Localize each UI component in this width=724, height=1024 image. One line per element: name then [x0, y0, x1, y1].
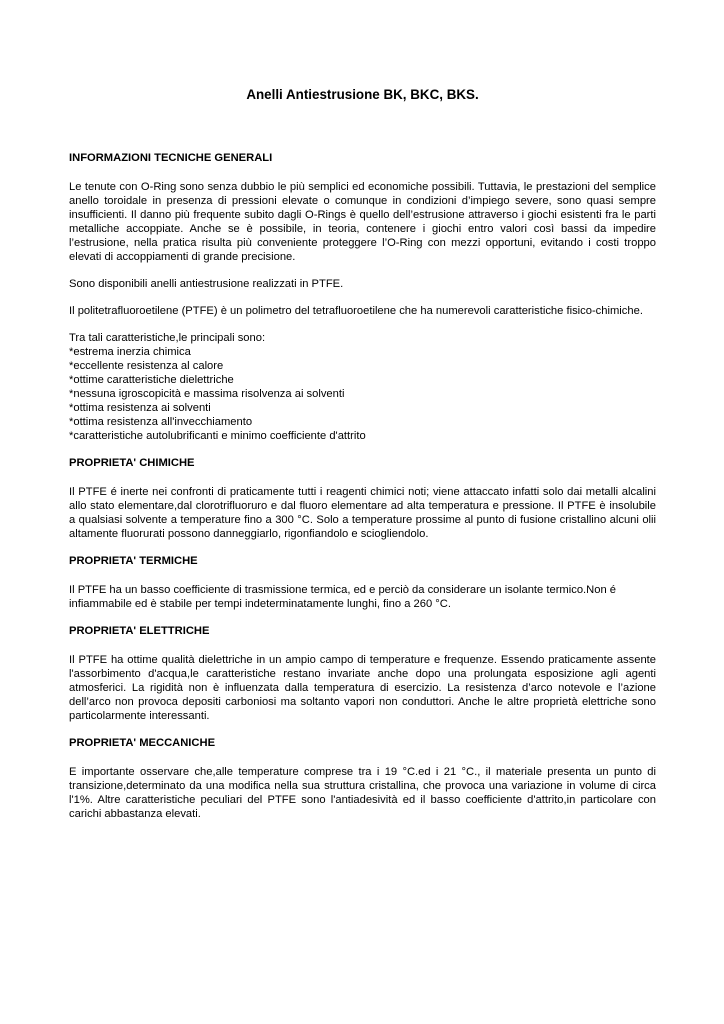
properties-list — [69, 331, 656, 443]
paragraph: Il PTFE ha ottime qualità dielettriche in un ampio campo di temperature e frequenze. Essendo praticamente assente l'assorbimento d'acqua,le caratteristiche restano invariate anche dopo una prolungata esposizione agli agenti atmosferici. La rigidità non è influenzata dalla temperatura di esercizio. La resistenza d’arco notevole e l’azione dell’arco non provoca depositi carboniosi ma soltanto vapori non conduttori. Anche le altre proprietà elettriche sono particolarmente interessanti. — [69, 654, 656, 722]
section-heading: PROPRIETA' ELETTRICHE — [69, 625, 210, 637]
paragraph: Il PTFE é inerte nei confronti di praticamente tutti i reagenti chimici noti; viene attaccato infatti solo dai metalli alcalini allo stato elementare,dal clorotrifluoruro e dal fluoro elementare ad alta temperatura e pressione. Il PTFE è insolubile a qualsiasi solvente a temperature fino a 300 °C. Solo a temperature prossime al punto di fusione cristallino alcuni olii altamente fluorurati possono danneggiarlo, rigonfiandolo e sciogliendolo. — [69, 486, 656, 540]
section-heading: PROPRIETA' MECCANICHE — [69, 737, 216, 749]
paragraph: Sono disponibili anelli antiestrusione realizzati in PTFE. — [69, 278, 344, 290]
document-title: Anelli Antiestrusione BK, BKC, BKS. — [246, 87, 479, 102]
list-item: *ottime caratteristiche dielettriche — [69, 374, 234, 386]
section-thermal-properties — [69, 554, 656, 611]
list-item: *eccellente resistenza al calore — [69, 360, 224, 372]
paragraph: E importante osservare che,alle temperature comprese tra i 19 °C.ed i 21 °C., il materiale presenta un punto di transizione,determinato da una modifica nella sua struttura cristallina, che provoca una variazione in volume di circa l'1%. Altre caratteristiche peculiari del PTFE sono l'antiadesività ed il basso coefficiente d'attrito,in particolare con carichi abbastanza elevati. — [69, 766, 656, 820]
paragraph: Le tenute con O-Ring sono senza dubbio le più semplici ed economiche possibili. Tuttavia, le prestazioni del semplice anello toroidale in presenza di pressioni elevate o comunque in condizioni d’impiego severe, sono quasi sempre insufficienti. Il danno più frequente subito dagli O-Rings è quello dell’estrusione attraverso i giochi esistenti fra le parti metalliche accoppiate. Anche se è possibile, in teoria, contenere i giochi entro valori così bassi da impedire l’estrusione, nella pratica risulta più conveniente proteggere l’O-Ring con mezzi opportuni, evitando i costi troppo elevati di accoppiamenti di grande precisione. — [69, 181, 656, 263]
list-item: *nessuna igroscopicità e massima risolvenza ai solventi — [69, 388, 345, 400]
section-general-info — [69, 151, 656, 443]
list-item: *ottima resistenza ai solventi — [69, 402, 211, 414]
list-item: *caratteristiche autolubrificanti e minimo coefficiente d'attrito — [69, 430, 366, 442]
section-heading: INFORMAZIONI TECNICHE GENERALI — [69, 152, 273, 164]
document-body — [69, 151, 656, 834]
paragraph: Il PTFE ha un basso coefficiente di trasmissione termica, ed e perciò da considerare un isolante termico.Non é infiammabile ed è stabile per tempi indeterminatamente lunghi, fino a 260 °C. — [69, 584, 617, 610]
list-item: *ottima resistenza all'invecchiamento — [69, 416, 253, 428]
list-item: *estrema inerzia chimica — [69, 346, 191, 358]
section-heading: PROPRIETA' TERMICHE — [69, 555, 198, 567]
section-mechanical-properties — [69, 736, 656, 821]
paragraph: Il politetrafluoroetilene (PTFE) è un polimetro del tetrafluoroetilene che ha numerevoli caratteristiche fisico-chimiche. — [69, 305, 643, 317]
section-electrical-properties — [69, 624, 656, 723]
section-chemical-properties — [69, 456, 656, 541]
list-intro: Tra tali caratteristiche,le principali sono: — [69, 332, 266, 344]
section-heading: PROPRIETA' CHIMICHE — [69, 457, 195, 469]
